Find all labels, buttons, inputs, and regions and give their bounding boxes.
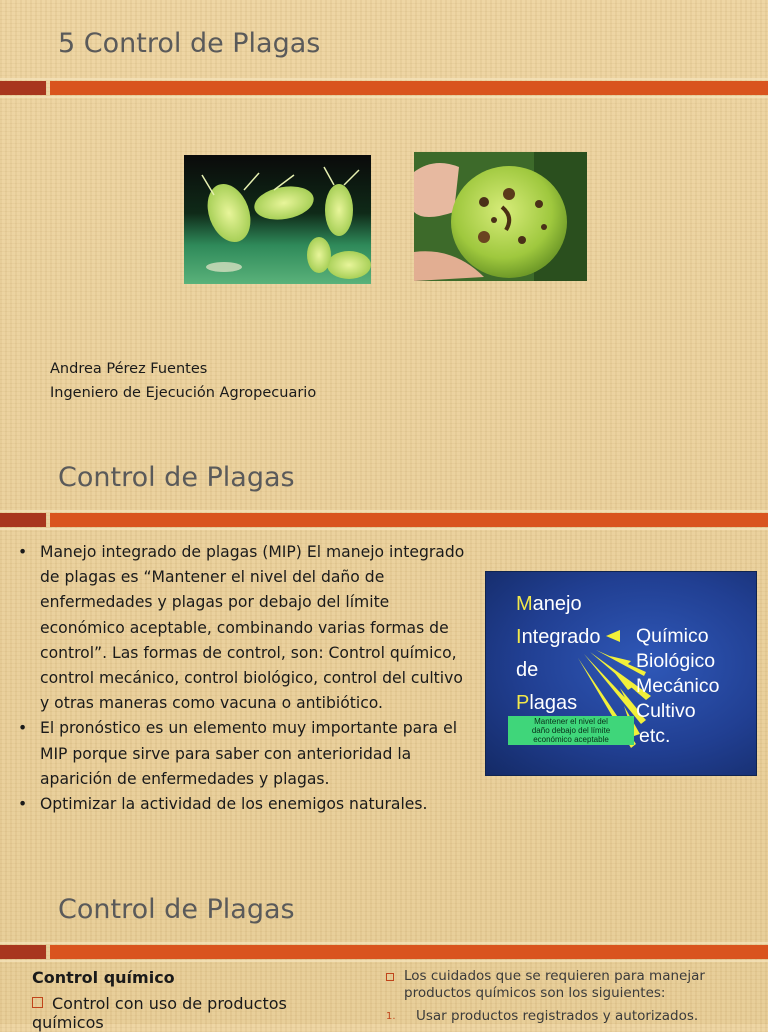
square-bullet-icon bbox=[386, 973, 394, 981]
square-bullet-icon bbox=[32, 997, 43, 1008]
section-heading: Control químico bbox=[32, 968, 175, 987]
slide-mip bbox=[0, 440, 768, 870]
threshold-note: Mantener el nivel del daño debajo del límite económico aceptable bbox=[508, 716, 634, 745]
list-item: • El pronóstico es un elemento muy importante para el MIP porque sirve para saber con anterioridad la aparición de enfermedades y plagas. bbox=[18, 716, 468, 792]
list-item: 1. Usar productos registrados y autorizados. bbox=[386, 1008, 699, 1024]
list-item: Control con uso de productos químicos bbox=[32, 994, 287, 1032]
aphids-photo bbox=[184, 155, 371, 284]
method-label: Cultivo bbox=[636, 700, 696, 722]
care-instructions: Los cuidados que se requieren para manejar productos químicos son los siguientes: 1. Usar productos registrados y autorizados. bbox=[386, 968, 746, 1025]
method-label: Mecánico bbox=[636, 675, 720, 697]
method-label: Químico bbox=[636, 625, 709, 647]
arrow-head-icon bbox=[606, 630, 620, 642]
method-label: etc. bbox=[639, 725, 671, 747]
list-item: • Optimizar la actividad de los enemigos naturales. bbox=[18, 792, 468, 817]
title-divider-bar bbox=[0, 945, 768, 959]
slide-title-page bbox=[0, 0, 768, 440]
mip-acronym: Manejo Integrado de Plagas bbox=[516, 593, 601, 714]
title-divider-bar bbox=[0, 513, 768, 527]
slide-title: Control de Plagas bbox=[58, 462, 295, 493]
mip-methods bbox=[636, 624, 719, 749]
arrow-head-icon bbox=[614, 672, 634, 690]
mip-diagram bbox=[485, 571, 757, 776]
slide-chemical-control bbox=[0, 870, 768, 1032]
slide-title: Control de Plagas bbox=[58, 894, 295, 925]
author-role: Ingeniero de Ejecución Agropecuario bbox=[50, 385, 317, 401]
mip-bullet-list bbox=[18, 540, 468, 817]
author-name: Andrea Pérez Fuentes bbox=[50, 361, 208, 377]
list-item: • Manejo integrado de plagas (MIP) El manejo integrado de plagas es “Mantener el nivel del daño de enfermedades y plagas por debajo del límite económico aceptable, combinando varias formas de control”. Las formas de control, son: Control químico, control mecánico, control biológico, control del cultivo y otras maneras como vacuna o antibiótico. bbox=[18, 540, 468, 716]
slide-title: 5 Control de Plagas bbox=[58, 28, 321, 59]
method-label: Biológico bbox=[636, 650, 716, 672]
damaged-fruit-photo bbox=[414, 152, 587, 281]
title-divider-bar bbox=[0, 81, 768, 95]
